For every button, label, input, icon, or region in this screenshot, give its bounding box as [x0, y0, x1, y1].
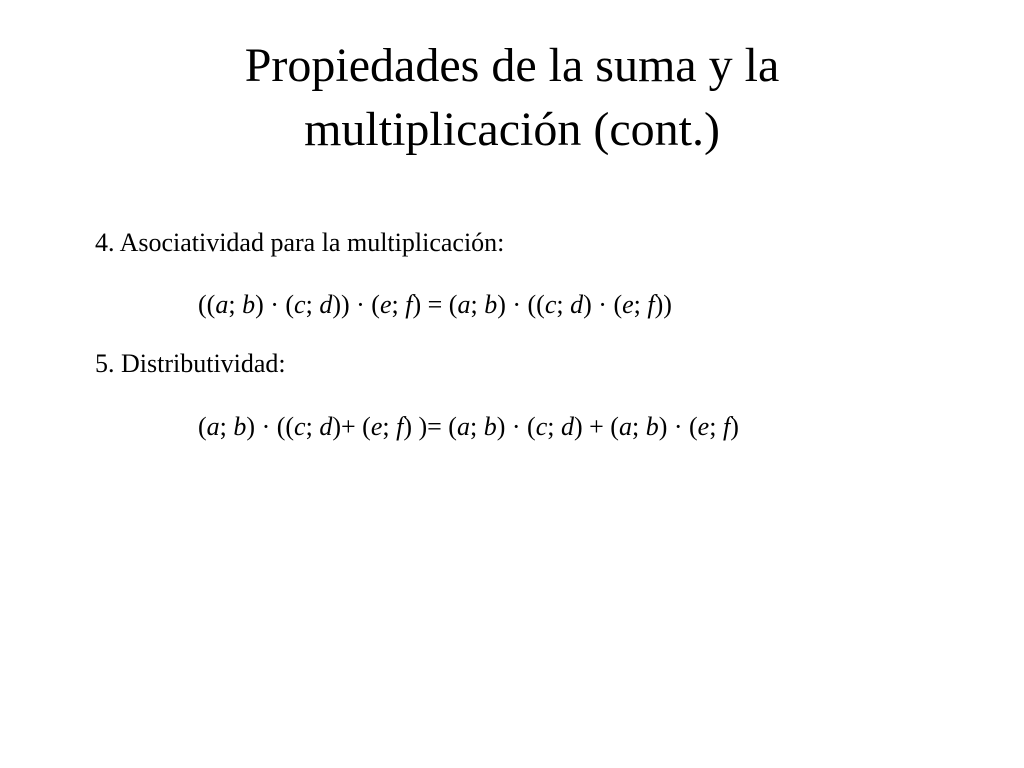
property-4-label: 4. Asociatividad para la multiplicación:	[95, 228, 505, 257]
property-5-label: 5. Distributividad:	[95, 349, 286, 378]
formula-variable: e	[622, 290, 634, 319]
formula-variable: f	[396, 412, 404, 441]
formula-variable: d	[319, 412, 333, 441]
formula-variable: c	[535, 412, 548, 441]
slide-title-line-2: multiplicación (cont.)	[304, 103, 720, 156]
formula-variable: c	[294, 412, 306, 441]
formula-variable: a	[457, 290, 471, 319]
formula-variable: a	[618, 412, 632, 441]
slide-title-line-1: Propiedades de la suma y la	[244, 39, 780, 92]
formula-variable: e	[697, 412, 710, 441]
formula-variable: f	[647, 290, 655, 319]
property-4-formula: ((a; b) · (c; d)) · (e; f) = (a; b) · ((c; d) · (e; f))	[198, 290, 672, 319]
formula-variable: f	[405, 290, 413, 319]
formula-variable: a	[456, 412, 470, 441]
formula-variable: a	[215, 290, 229, 319]
formula-variable: b	[483, 412, 497, 441]
formula-variable: d	[560, 412, 574, 441]
formula-variable: f	[722, 412, 731, 441]
slide-title	[0, 34, 1024, 162]
formula-variable: e	[379, 290, 392, 319]
formula-variable: d	[570, 290, 584, 319]
formula-variable: b	[645, 412, 659, 441]
formula-variable: c	[294, 290, 306, 319]
formula-variable: b	[233, 412, 247, 441]
formula-variable: c	[544, 290, 557, 319]
formula-variable: e	[370, 412, 383, 441]
property-5-formula: (a; b) · ((c; d)+ (e; f) )= (a; b) · (c; d) + (a; b) · (e; f)	[198, 412, 739, 441]
formula-variable: b	[242, 290, 256, 319]
formula-variable: b	[484, 290, 498, 319]
formula-variable: a	[206, 412, 220, 441]
formula-variable: d	[319, 290, 333, 319]
